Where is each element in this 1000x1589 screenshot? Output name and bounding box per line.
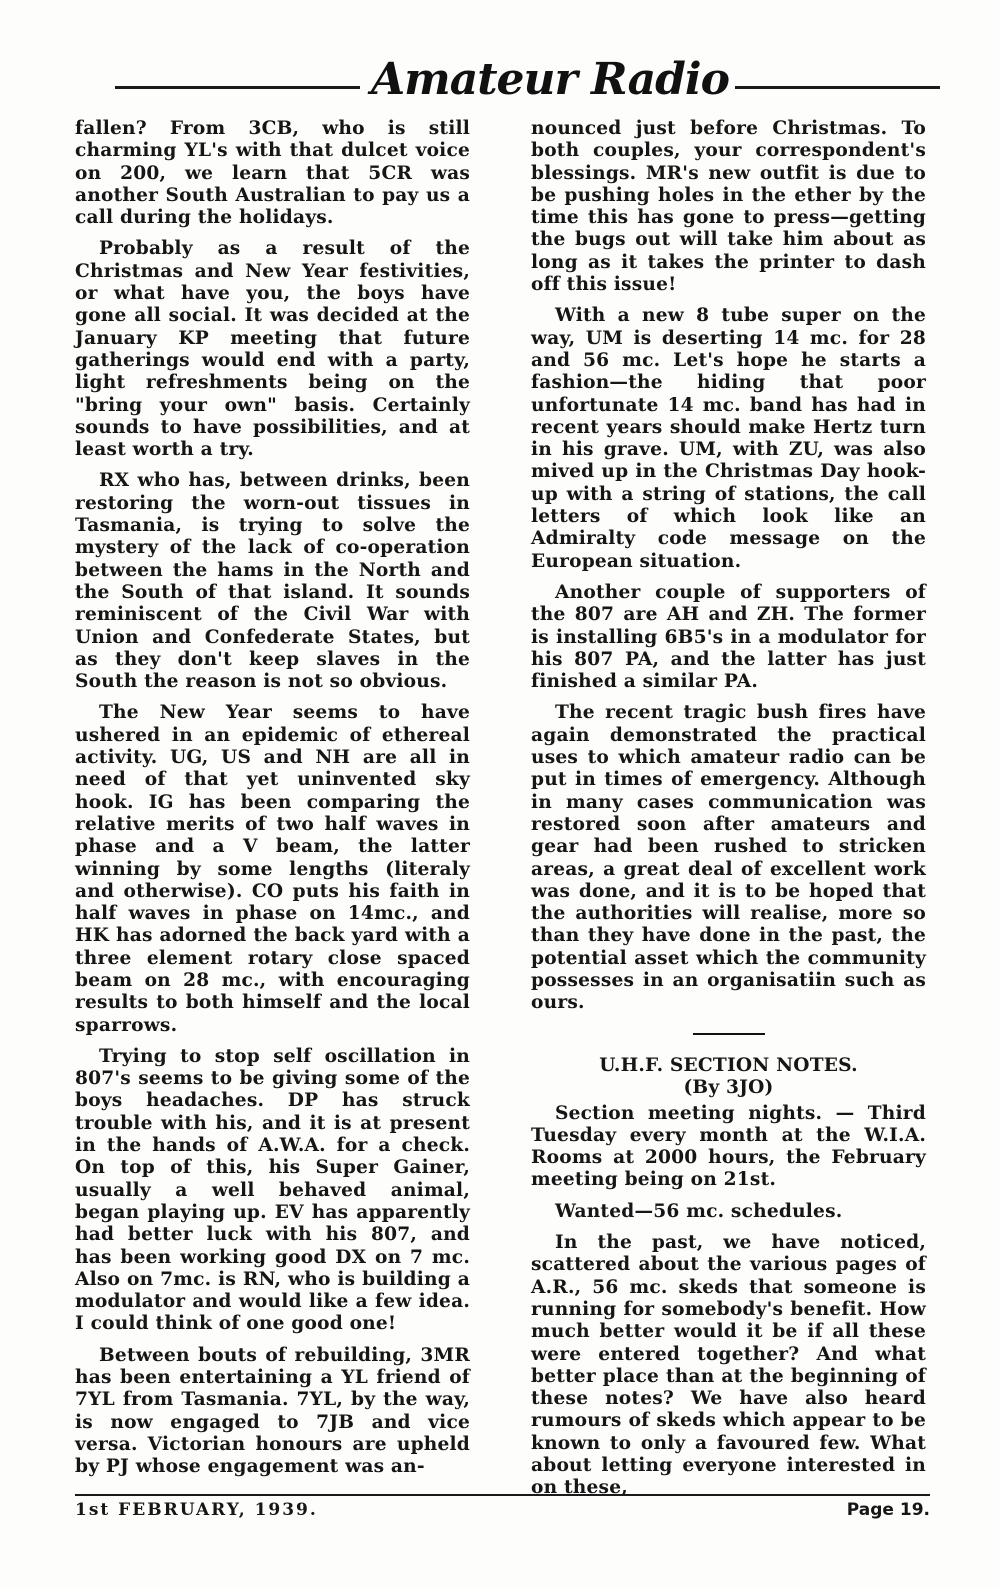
page-number: Page 19. [846, 1500, 930, 1520]
footer-rule [75, 1494, 930, 1496]
left-column [75, 118, 470, 1488]
masthead-rule-left [115, 86, 360, 89]
paragraph: In the past, we have noticed, scattered about the various pages of A.R., 56 mc. skeds that someone is running for somebody's benefit. How much better would it be if all these were entered together? And what better place than at the beginning of these notes? We have also heard rumours of skeds which appear to be known to only a favoured few. What about letting everyone interested in on these, [531, 1232, 926, 1499]
paragraph: Another couple of supporters of the 807 are AH and ZH. The former is installing 6B5's in a modulator for his 807 PA, and the latter has just finished a similar PA. [531, 581, 926, 693]
paragraph: With a new 8 tube super on the way, UM is deserting 14 mc. for 28 and 56 mc. Let's hope he starts a fashion—the hiding that poor unfortunate 14 mc. band has had in recent years should make Hertz turn in his grave. UM, with ZU, was also mived up in the Christmas Day hook-up with a string of stations, the call letters of which look like an Admiralty code message on the European situation. [531, 305, 926, 572]
paragraph: Wanted—56 mc. schedules. [555, 1200, 843, 1222]
section-byline: (By 3JO) [683, 1076, 774, 1098]
paragraph: Between bouts of rebuilding, 3MR has been entertaining a YL friend of 7YL from Tasmania. 7YL, by the way, is now engaged to 7JB and vice versa. Victorian honours are upheld by PJ whose engagement was an- [75, 1344, 470, 1478]
masthead-rule-right [735, 86, 940, 89]
right-column [531, 118, 926, 1509]
section-divider [693, 1033, 765, 1035]
paragraph: Trying to stop self oscillation in 807's seems to be giving some of the boys headaches. DP has struck trouble with his, and it is at present in the hands of A.W.A. for a check. On top of this, his Super Gainer, usually a well behaved animal, began playing up. EV has apparently had better luck with his 807, and has been working good DX on 7 mc. Also on 7mc. is RN, who is building a modulator and would like a few idea. I could think of one good one! [75, 1045, 470, 1335]
paragraph: fallen? From 3CB, who is still charming YL's with that dulcet voice on 200, we learn that 5CR was another South Australian to pay us a call during the holidays. [75, 118, 470, 229]
paragraph: nounced just before Christmas. To both couples, your correspondent's blessings. MR's new outfit is due to be pushing holes in the ether by the time this has gone to press—getting the bugs out will take him about as long as it takes the printer to dash off this issue! [531, 118, 926, 296]
masthead-title: Amateur Radio [371, 54, 729, 105]
paragraph: RX who has, between drinks, been restoring the worn-out tissues in Tasmania, is trying to solve the mystery of the lack of co-operation between the hams in the North and the South of that island. It sounds reminiscent of the Civil War with Union and Confederate States, but as they don't keep slaves in the South the reason is not so obvious. [75, 470, 470, 693]
paragraph: Section meeting nights. — Third Tuesday every month at the W.I.A. Rooms at 2000 hours, the February meeting being on 21st. [531, 1102, 926, 1191]
paragraph: Probably as a result of the Christmas and New Year festivities, or what have you, the boys have gone all social. It was decided at the January KP meeting that future gatherings would end with a party, light refreshments being on the "bring your own" basis. Certainly sounds to have possibilities, and at least worth a try. [75, 238, 470, 461]
issue-date: 1st FEBRUARY, 1939. [75, 1500, 318, 1520]
paragraph: The New Year seems to have ushered in an epidemic of ethereal activity. UG, US and NH are all in need of that yet uninvented sky hook. IG has been comparing the relative merits of two half waves in phase and a V beam, the latter winning by some lengths (literaly and otherwise). CO puts his faith in half waves in phase on 14mc., and HK has adorned the back yard with a three element rotary close spaced beam on 28 mc., with encouraging results to both himself and the local sparrows. [75, 702, 470, 1036]
paragraph: The recent tragic bush fires have again demonstrated the practical uses to which amateur radio can be put in times of emergency. Although in many cases communication was restored soon after amateurs and gear had been rushed to stricken areas, a great deal of excellent work was done, and it is to be hoped that the authorities will realise, more so than they have done in the past, the potential asset which the community possesses in an organisatiin such as ours. [531, 702, 926, 1014]
section-heading: U.H.F. SECTION NOTES. [599, 1054, 858, 1076]
masthead [115, 52, 940, 108]
